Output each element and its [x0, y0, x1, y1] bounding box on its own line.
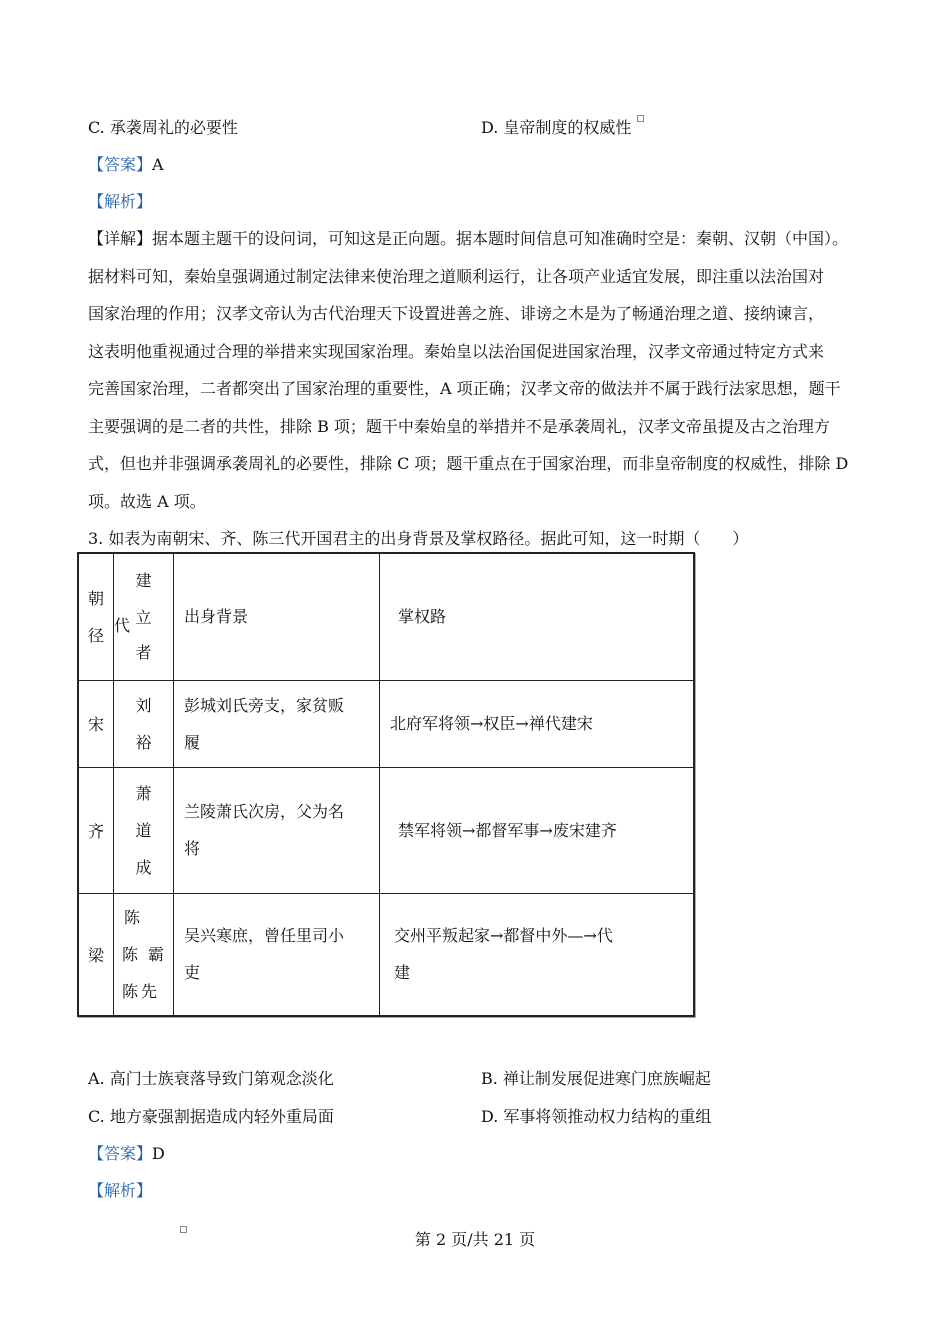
cell-line: 交州平叛起家→都督中外—→代	[394, 926, 613, 946]
option-b: B. 禅让制发展促进寒门庶族崛起	[481, 1069, 711, 1088]
background-cell	[174, 767, 380, 893]
path-cell: 北府军将领→权臣→禅代建宋	[380, 680, 695, 767]
table-row	[78, 767, 694, 893]
analysis-label-1: 【解析】	[88, 192, 153, 211]
detail-line: 这表明他重视通过合理的举措来实现国家治理。秦始皇以法治国促进国家治理，汉孝文帝通过特定方式来	[88, 341, 825, 361]
cell-line: 建	[394, 963, 411, 983]
answer-line-1	[88, 152, 164, 175]
path-cell	[380, 893, 695, 1016]
cell-char: 代	[114, 616, 131, 636]
cell-line	[122, 973, 173, 1010]
option-d: D. 军事将领推动权力结构的重组	[481, 1107, 712, 1126]
cell-char: 陈	[122, 981, 139, 1001]
question-3: 3. 如表为南朝宋、齐、陈三代开国君主的出身背景及掌权路径。据此可知，这一时期（ ）	[88, 529, 749, 548]
founder-cell	[114, 893, 174, 1016]
dynasty-cell: 梁	[78, 893, 114, 1016]
header-cell-path: 掌权路	[380, 553, 695, 680]
cell-char: 朝	[87, 588, 104, 608]
cell-char: 霸	[148, 944, 165, 964]
cell-char: 立	[135, 608, 152, 628]
founder-cell	[114, 680, 174, 767]
answer-line-3	[88, 1141, 165, 1164]
dynasty-table	[77, 552, 695, 1017]
cell-char: 陈	[124, 907, 141, 927]
table-row	[78, 893, 694, 1016]
cell-char: 陈	[122, 944, 139, 964]
founder-cell	[114, 767, 174, 893]
cell-char: 者	[135, 643, 152, 663]
option-d-text: D. 皇帝制度的权威性	[481, 118, 632, 137]
cell-line: 彭城刘氏旁支，家贫贩	[184, 695, 345, 715]
detail-line: 国家治理的作用；汉孝文帝认为古代治理天下设置进善之旌、诽谤之木是为了畅通治理之道、接纳谏言，	[88, 304, 825, 323]
cell-char: 先	[141, 981, 158, 1001]
table-row	[78, 680, 694, 767]
cell-char: 成	[135, 857, 152, 877]
answer-value: A	[152, 155, 164, 174]
analysis-label-3: 【解析】	[88, 1181, 153, 1200]
detail-line: 主要强调的是二者的共性，排除 B 项；题干中秦始皇的举措并不是承袭周礼，汉孝文帝虽提及古之治理方	[88, 416, 830, 436]
detail-line: 式，但也并非强调承袭周礼的必要性，排除 C 项；题干重点在于国家治理，而非皇帝制度的权威性，排除 D	[88, 454, 849, 473]
detail-line: 完善国家治理，二者都突出了国家治理的重要性，A 项正确；汉孝文帝的做法并不属于践行法家思想，题干	[88, 379, 841, 398]
cell-line: 兰陵萧氏次房，父为名	[184, 802, 345, 821]
dynasty-cell: 齐	[78, 767, 114, 893]
detail-text: 据本题主题干的设问词，可知这是正向题。据本题时间信息可知准确时空是：秦朝、汉朝（中国）。	[152, 229, 849, 248]
cell-line: 吏	[184, 963, 201, 983]
cell-line	[122, 936, 173, 973]
cell-line: 履	[184, 732, 201, 752]
option-c-prev: C. 承袭周礼的必要性	[88, 118, 238, 137]
detail-line: 据材料可知，秦始皇强调通过制定法律来使治理之道顺利运行，让各项产业适宜发展，即注重以法治国对	[88, 266, 825, 286]
background-cell	[174, 893, 380, 1016]
background-cell	[174, 680, 380, 767]
page-footer: 第 2 页/共 21 页	[414, 1230, 536, 1249]
cell-char: 建	[135, 571, 152, 591]
header-cell-background: 出身背景	[174, 553, 380, 680]
header-cell-dynasty	[78, 553, 114, 680]
cell-char: 刘	[135, 695, 152, 715]
cell-char: 道	[135, 820, 152, 840]
option-d-prev	[481, 115, 644, 138]
table-header-row	[78, 553, 694, 680]
cell-line: 将	[184, 839, 201, 858]
answer-label: 【答案】	[88, 155, 153, 174]
cell-char: 径	[87, 625, 104, 645]
header-cell-founder	[114, 553, 174, 680]
path-cell: 禁军将领→都督军事→废宋建齐	[380, 767, 695, 893]
answer-value: D	[152, 1144, 165, 1163]
detail-label: 【详解】	[88, 229, 153, 248]
cell-char: 裕	[135, 732, 152, 752]
cell-char: 萧	[135, 783, 152, 803]
small-box-icon	[637, 115, 644, 122]
option-c: C. 地方豪强割据造成内轻外重局面	[88, 1107, 334, 1126]
cell-line: 吴兴寒庶，曾任里司小	[184, 926, 345, 946]
detail-line: 项。故选 A 项。	[88, 491, 206, 511]
detail-line	[88, 220, 888, 258]
answer-label: 【答案】	[88, 1144, 153, 1163]
option-a: A. 高门士族衰落导致门第观念淡化	[88, 1069, 334, 1088]
detail-paragraph	[88, 220, 888, 520]
dynasty-cell: 宋	[78, 680, 114, 767]
